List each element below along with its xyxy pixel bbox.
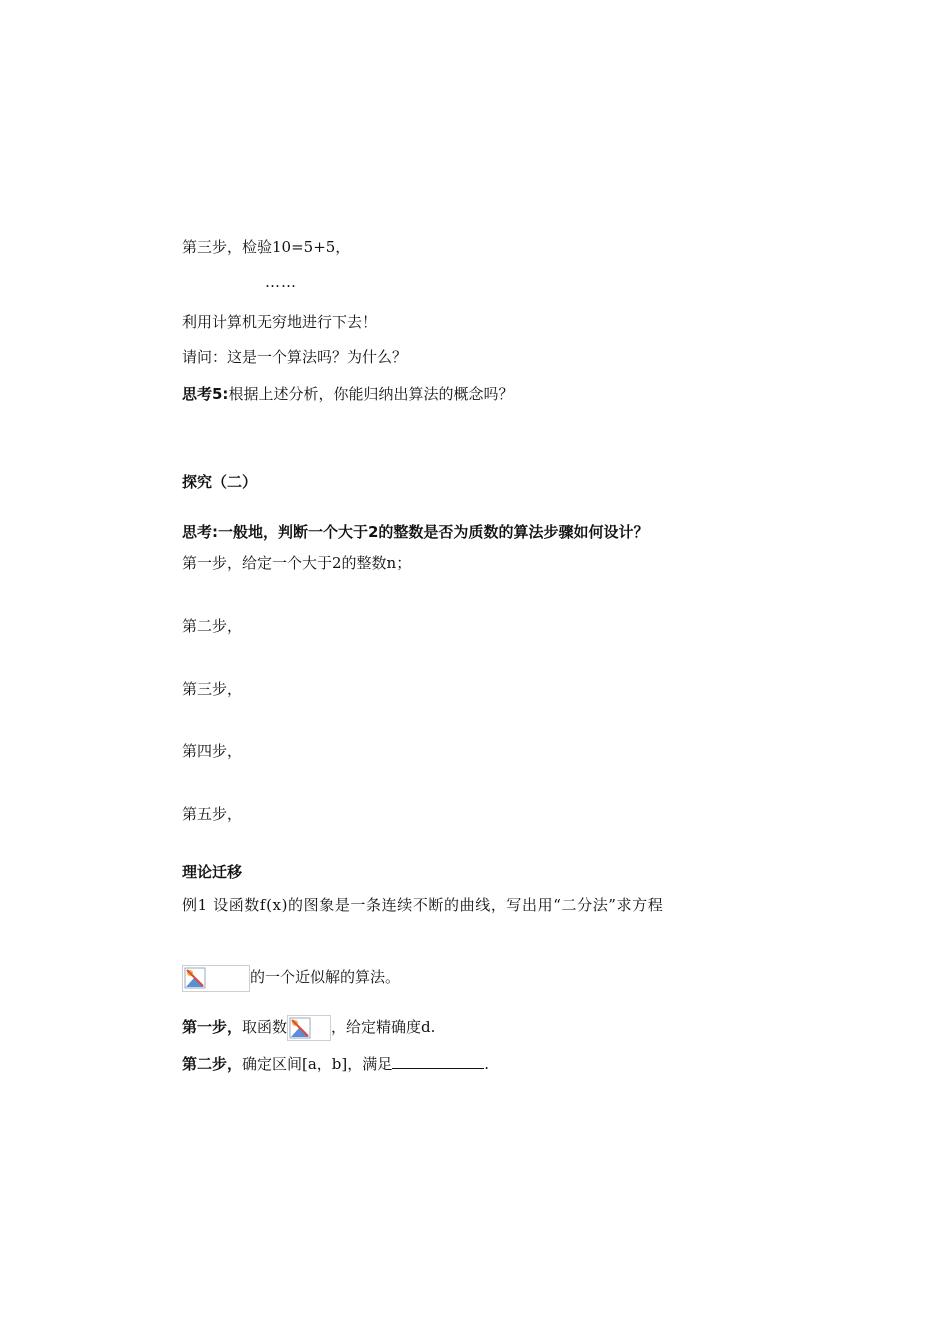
theory-title: 理论迁移	[182, 863, 243, 881]
question-text: 请问：这是一个算法吗？为什么？	[182, 348, 408, 366]
infinite-text: 利用计算机无穷地进行下去！	[182, 313, 378, 331]
solution-step2-text: 确定区间[a，b]，满足	[242, 1055, 393, 1073]
solution-step2-end: .	[484, 1055, 490, 1073]
explore2-think: 思考:一般地，判断一个大于2的整数是否为质数的算法步骤如何设计？	[182, 523, 649, 541]
explore2-step4: 第四步，	[182, 742, 243, 760]
step3-check: 第三步，检验10=5+5，	[182, 238, 351, 256]
explore2-title: 探究（二）	[182, 473, 258, 491]
think5-label: 思考5:	[182, 385, 229, 403]
explore2-step3: 第三步，	[182, 680, 243, 698]
broken-image-icon	[289, 1017, 311, 1039]
example1-line2	[182, 963, 400, 992]
example1-line2-text: 的一个近似解的算法。	[250, 968, 401, 986]
answer-blank	[392, 1054, 484, 1069]
ellipsis: ……	[265, 273, 297, 291]
function-image-placeholder	[287, 1015, 331, 1041]
solution-step1-text-a: 取函数	[242, 1018, 288, 1036]
explore2-step2: 第二步，	[182, 617, 243, 635]
think5-text: 根据上述分析，你能归纳出算法的概念吗？	[228, 385, 514, 403]
solution-step1-text-b: ，给定精确度d.	[331, 1018, 436, 1036]
explore2-step1: 第一步，给定一个大于2的整数n；	[182, 554, 412, 572]
solution-step1-label: 第一步，	[182, 1018, 243, 1036]
broken-image-icon	[184, 967, 206, 989]
example1-line1: 例1 设函数f(x)的图象是一条连续不断的曲线，写出用“二分法”求方程	[182, 896, 664, 914]
explore2-step5: 第五步，	[182, 805, 243, 823]
equation-image-placeholder	[182, 965, 250, 992]
solution-step2-label: 第二步，	[182, 1055, 243, 1073]
solution-step1	[182, 1013, 435, 1041]
solution-step2	[182, 1054, 489, 1074]
think5	[182, 384, 513, 404]
